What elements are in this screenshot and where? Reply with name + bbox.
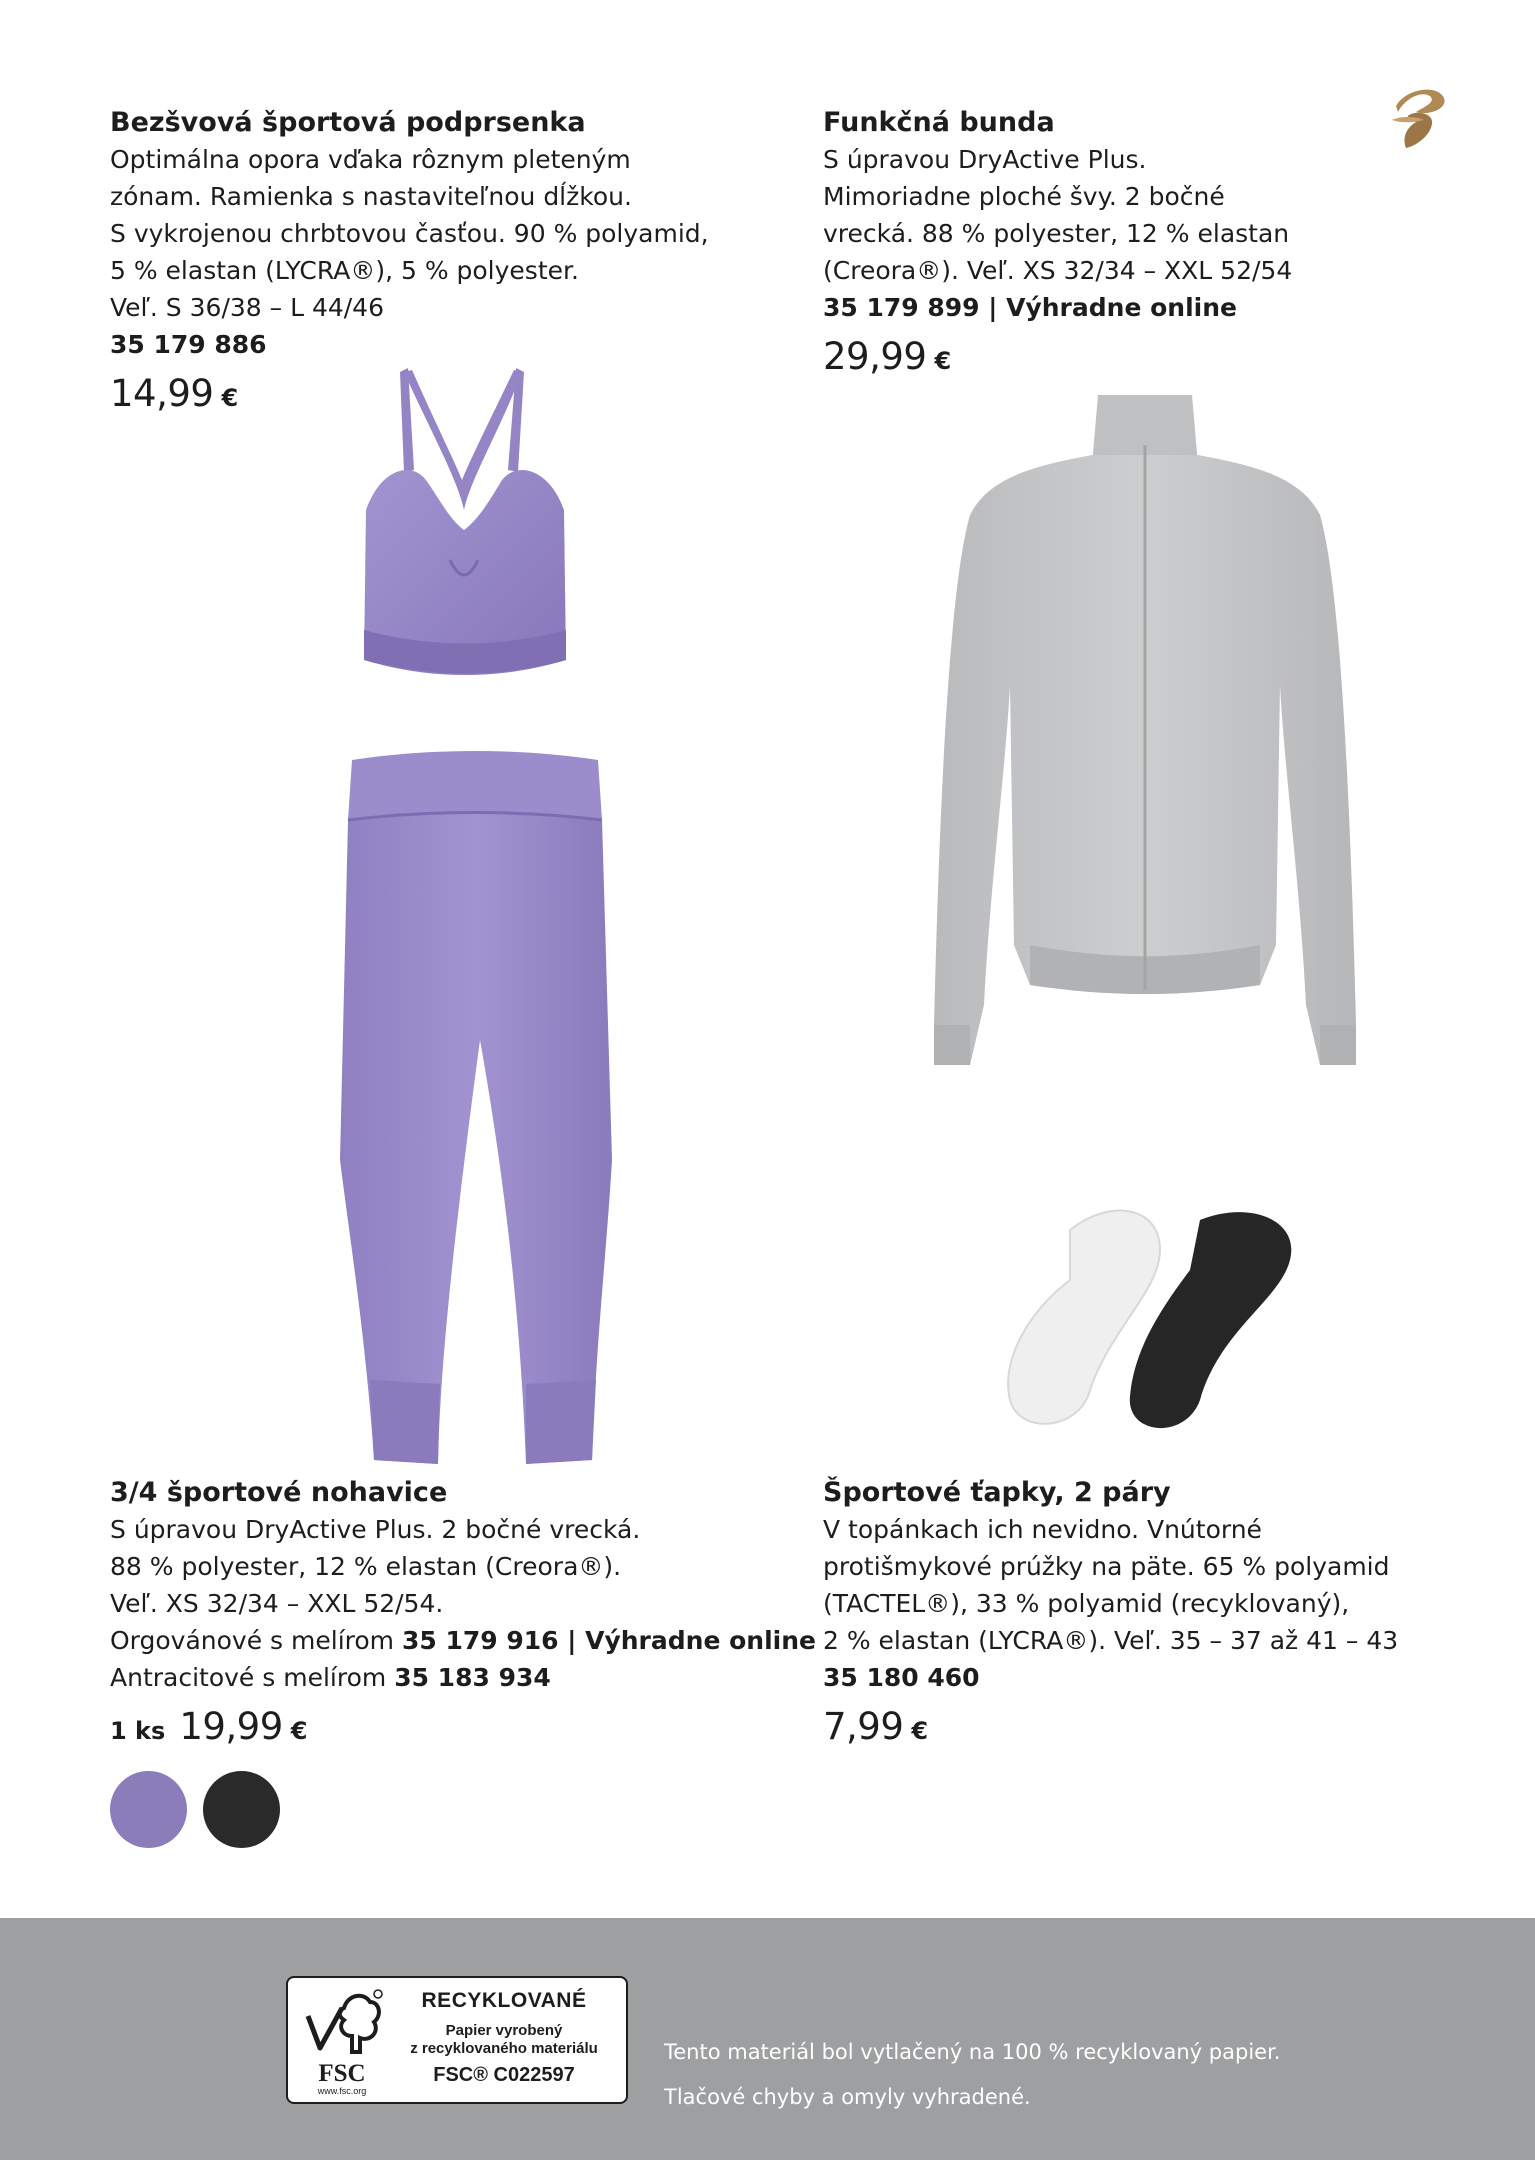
currency: € [290, 1717, 308, 1745]
description-line: S vykrojenou chrbtovou časťou. 90 % polyamid, [110, 219, 709, 248]
description-line: S úpravou DryActive Plus. 2 bočné vrecká. [110, 1515, 641, 1544]
product-title: Športové ťapky, 2 páry [823, 1477, 1171, 1508]
color-swatch-lilac[interactable] [110, 1771, 187, 1848]
jacket-image [930, 385, 1360, 1075]
price-row [823, 1702, 1463, 1752]
sports-bra-image [340, 360, 590, 690]
price: 29,99 [823, 335, 927, 378]
description-line: S úpravou DryActive Plus. [823, 145, 1147, 174]
fsc-subtitle [388, 2022, 620, 2058]
article-number: 35 179 899 | Výhradne online [823, 293, 1237, 322]
price: 14,99 [110, 372, 214, 415]
article-number: 35 180 460 [823, 1663, 980, 1692]
product-title: 3/4 športové nohavice [110, 1477, 448, 1508]
variant-label: Antracitové s melírom [110, 1663, 387, 1692]
article-number: 35 183 934 [394, 1663, 551, 1692]
product-description [823, 1511, 1463, 1696]
currency: € [221, 384, 239, 412]
fsc-subtitle-line: z recyklovaného materiálu [410, 2040, 598, 2057]
description-line: (Creora®). Veľ. XS 32/34 – XXL 52/54 [823, 256, 1293, 285]
fsc-logo [298, 1986, 386, 2098]
description-line: 88 % polyester, 12 % elastan (Creora®). [110, 1552, 622, 1581]
price-row [823, 332, 1463, 382]
fsc-wordmark: FSC [318, 2060, 366, 2087]
description-line: Mimoriadne ploché švy. 2 bočné [823, 182, 1225, 211]
variant-label: Orgovánové s melírom [110, 1626, 395, 1655]
currency: € [911, 1717, 929, 1745]
product-sports-pants [110, 1474, 816, 1752]
product-description [110, 141, 750, 363]
variant-line [110, 1659, 810, 1696]
description-line: Veľ. XS 32/34 – XXL 52/54. [110, 1589, 444, 1618]
article-number: 35 179 916 | Výhradne online [402, 1626, 816, 1655]
fsc-subtitle-line: Papier vyrobený [445, 2022, 563, 2039]
sports-pants-image [330, 740, 620, 1470]
description-line: 2 % elastan (LYCRA®). Veľ. 35 – 37 až 41 – 43 [823, 1626, 1399, 1655]
footer-disclaimer: Tlačové chyby a omyly vyhradené. [664, 2085, 1031, 2109]
price: 19,99 [179, 1705, 283, 1748]
description-line: (TACTEL®), 33 % polyamid (recyklovaný), [823, 1589, 1350, 1618]
fsc-tree-icon [298, 1986, 386, 2060]
description-line: Veľ. S 36/38 – L 44/46 [110, 293, 384, 322]
product-description [110, 1511, 816, 1696]
description-line: V topánkach ich nevidno. Vnútorné [823, 1515, 1262, 1544]
currency: € [934, 347, 952, 375]
fsc-heading: RECYKLOVANÉ [421, 1989, 587, 2012]
socks-image [1000, 1200, 1310, 1440]
product-title: Funkčná bunda [823, 107, 1055, 138]
fsc-text [388, 1988, 620, 2088]
description-line: zónam. Ramienka s nastaviteľnou dĺžkou. [110, 182, 632, 211]
description-line: vrecká. 88 % polyester, 12 % elastan [823, 219, 1290, 248]
quantity-label: 1 ks [110, 1717, 166, 1745]
fsc-label [286, 1976, 628, 2104]
product-jacket [823, 104, 1463, 382]
product-title: Bezšvová športová podprsenka [110, 107, 586, 138]
price-row [110, 1702, 810, 1752]
description-line: 5 % elastan (LYCRA®), 5 % polyester. [110, 256, 579, 285]
fsc-license-code: FSC® C022597 [433, 2064, 575, 2086]
price: 7,99 [823, 1705, 904, 1748]
color-swatches [110, 1771, 280, 1848]
description-line: Optimálna opora vďaka rôznym pleteným [110, 145, 631, 174]
footer-recycled-note: Tento materiál bol vytlačený na 100 % recyklovaný papier. [664, 2040, 1281, 2064]
product-socks [823, 1474, 1463, 1752]
color-swatch-anthracite[interactable] [203, 1771, 280, 1848]
article-number: 35 179 886 [110, 330, 267, 359]
variant-line [110, 1622, 816, 1659]
product-description [823, 141, 1463, 326]
description-line: protišmykové prúžky na päte. 65 % polyamid [823, 1552, 1390, 1581]
fsc-url: www.fsc.org [317, 2086, 367, 2096]
